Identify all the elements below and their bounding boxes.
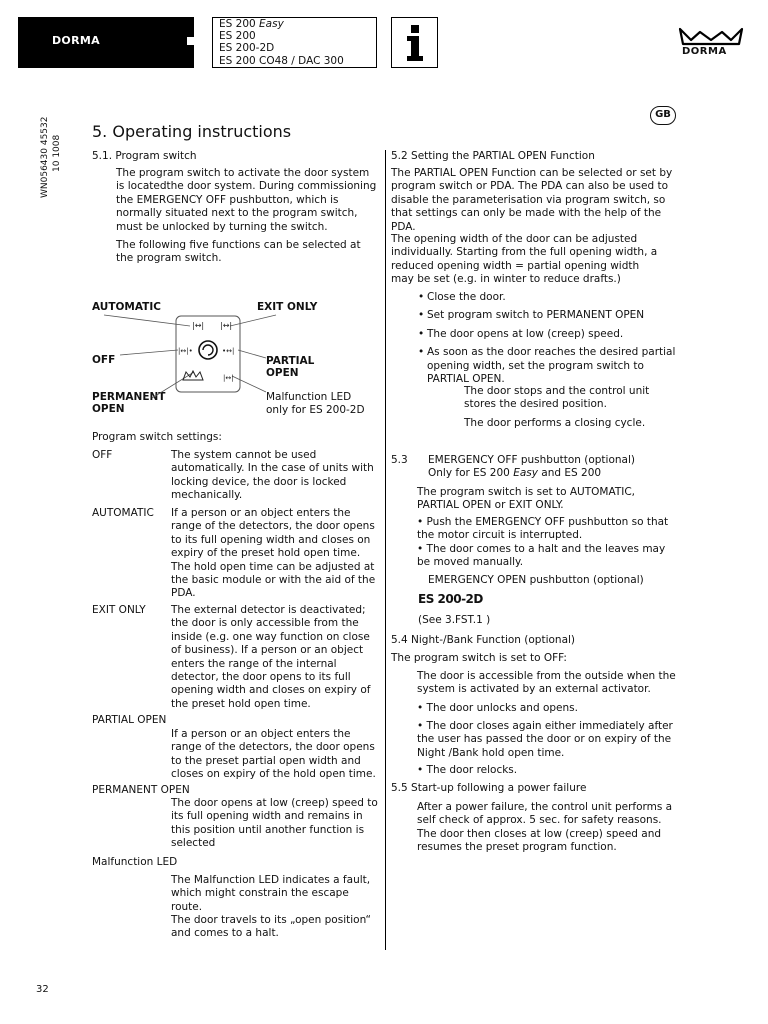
setting-off-desc: The system cannot be used automatically. In the case of units with locking device, the door is locked mechanically.	[171, 449, 374, 502]
section-5-3-title: EMERGENCY OFF pushbutton (optional)	[428, 454, 635, 466]
label-off: OFF	[92, 354, 116, 366]
setting-exit-only-desc: The external detector is deactivated; the door is only accessible from the inside (e.g. one way function on close of business). If a person or an object enters the range of the internal detector, the door opens to its full opening width and closes on expiry of the preset hold open time.	[171, 604, 371, 710]
section-5-5-heading: 5.5 Start-up following a power failure	[391, 782, 587, 794]
model-1: ES 200 Easy	[219, 18, 284, 30]
section-5-2-paragraph-2: The opening width of the door can be adjusted individually. Starting from the full opening width, a reduced opening width = partial opening width	[391, 233, 658, 272]
section-5-2-paragraph-1: The PARTIAL OPEN Function can be selected or set by program switch or PDA. The PDA can also be used to disable the parameterisation via program switch, so that settings can only be made with the help of the PDA.	[391, 167, 673, 233]
section-5-4-heading: 5.4 Night-/Bank Function (optional)	[391, 634, 576, 646]
section-5-3-bullet-1: • Push the EMERGENCY OFF pushbutton so that the motor circuit is interrupted.	[417, 516, 669, 542]
malfunction-led-desc-2: The door travels to its „open position“ and comes to a halt.	[171, 914, 371, 940]
section-5-4-bullet-1: • The door unlocks and opens.	[417, 702, 578, 714]
label-malfunction-only: only for ES 200-2D	[266, 404, 365, 416]
brand-marker	[187, 37, 195, 45]
section-5-5-paragraph: After a power failure, the control unit performs a self check of approx. 5 sec. for safety reasons. The door then closes at low (creep) speed and resumes the preset program function.	[417, 801, 673, 854]
section-5-2-after-1: The door stops and the control unit stores the desired position.	[464, 385, 650, 411]
settings-heading: Program switch settings:	[92, 431, 222, 443]
list-item: • As soon as the door reaches the desired partial opening width, set the program switch to PARTIAL OPEN.	[418, 346, 680, 386]
label-exit-only: EXIT ONLY	[257, 301, 318, 313]
svg-text:|↔|: |↔|	[223, 374, 234, 382]
setting-automatic-term: AUTOMATIC	[92, 507, 154, 519]
label-partial-open: OPEN	[266, 367, 299, 379]
model-2: ES 200	[219, 30, 256, 43]
section-5-3-number: 5.3	[391, 454, 408, 466]
section-5-2-paragraph-3: may be set (e.g. in winter to reduce drafts.)	[391, 273, 621, 285]
setting-automatic-desc: If a person or an object enters the range of the detectors, the door opens to its full opening width and closes on expiry of the preset hold open time. The hold open time can be adjusted at the basic module or with the aid of the PDA.	[171, 507, 376, 600]
column-divider	[385, 150, 386, 950]
setting-exit-only-term: EXIT ONLY	[92, 604, 146, 616]
section-5-1-paragraph-1: The program switch to activate the door system is locatedthe door system. During commissioning the EMERGENCY OFF pushbutton, which is normally situated next to the program switch, must be unlocked by turning the switch.	[116, 167, 377, 233]
page-title: 5. Operating instructions	[92, 122, 292, 141]
list-item: • Close the door.	[418, 291, 680, 304]
list-item: • Set program switch to PERMANENT OPEN	[418, 309, 680, 322]
section-5-1-paragraph-2: The following five functions can be selected at the program switch.	[116, 239, 361, 265]
dorma-logo	[676, 26, 746, 66]
section-5-2-after-2: The door performs a closing cycle.	[464, 417, 646, 429]
brand-bar	[18, 17, 194, 68]
document-code: WN056430 45532	[40, 116, 50, 198]
label-permanent-open: OPEN	[92, 403, 125, 415]
section-5-4-bullet-2: • The door closes again either immediately after the user has passed the door or on expiry of the Night /Bank hold open time.	[417, 720, 673, 759]
setting-partial-open-desc: If a person or an object enters the range of the detectors, the door opens to the preset partial open width and closes on expiry of the hold open time.	[171, 728, 376, 781]
model-4: ES 200 CO48 / DAC 300	[219, 54, 344, 67]
section-5-3-paragraph: The program switch is set to AUTOMATIC, PARTIAL OPEN or EXIT ONLY.	[417, 486, 636, 512]
label-partial: PARTIAL	[266, 355, 315, 367]
info-icon	[391, 17, 438, 68]
setting-off-term: OFF	[92, 449, 113, 461]
setting-permanent-open-desc: The door opens at low (creep) speed to its full opening width and remains in this position until another function is selected	[171, 797, 378, 850]
malfunction-led-desc-1: The Malfunction LED indicates a fault, which might constrain the escape route.	[171, 874, 371, 913]
page-number: 32	[36, 984, 49, 995]
setting-partial-open-term: PARTIAL OPEN	[92, 714, 167, 726]
language-badge: GB	[650, 106, 676, 125]
section-5-2-steps	[418, 291, 680, 386]
brand-name: DORMA	[52, 34, 100, 47]
svg-text:|↔|•: |↔|•	[178, 347, 193, 355]
section-5-3-only: Only for ES 200 Easy and ES 200	[428, 467, 602, 479]
list-item: • The door opens at low (creep) speed.	[418, 328, 680, 341]
emergency-open-reference: (See 3.FST.1 )	[418, 614, 491, 626]
section-5-4-paragraph-1: The program switch is set to OFF:	[391, 652, 567, 664]
label-permanent: PERMANENT	[92, 391, 166, 403]
section-5-4-paragraph-2: The door is accessible from the outside when the system is activated by an external activator.	[417, 670, 676, 696]
model-3: ES 200-2D	[219, 42, 275, 55]
label-malfunction-led: Malfunction LED	[266, 391, 352, 403]
model-list	[212, 17, 377, 68]
svg-text:|↔|: |↔|	[220, 321, 233, 330]
emergency-open-label: EMERGENCY OPEN pushbutton (optional)	[428, 574, 644, 586]
label-automatic: AUTOMATIC	[92, 301, 161, 313]
logo-text: DORMA	[682, 46, 727, 57]
section-5-4-bullet-3: • The door relocks.	[417, 764, 518, 776]
emergency-open-model: ES 200-2D	[418, 592, 483, 606]
svg-text:|↔|: |↔|	[192, 321, 205, 330]
section-5-2-heading: 5.2 Setting the PARTIAL OPEN Function	[391, 150, 595, 162]
section-5-1-heading: 5.1. Program switch	[92, 150, 197, 162]
section-5-3-bullet-2: • The door comes to a halt and the leaves may be moved manually.	[417, 543, 666, 569]
malfunction-led-term: Malfunction LED	[92, 856, 178, 868]
svg-text:•↔|: •↔|	[222, 347, 235, 355]
program-switch-diagram	[90, 310, 290, 410]
document-date-code: 10 1008	[52, 134, 62, 172]
setting-permanent-open-term: PERMANENT OPEN	[92, 784, 190, 796]
